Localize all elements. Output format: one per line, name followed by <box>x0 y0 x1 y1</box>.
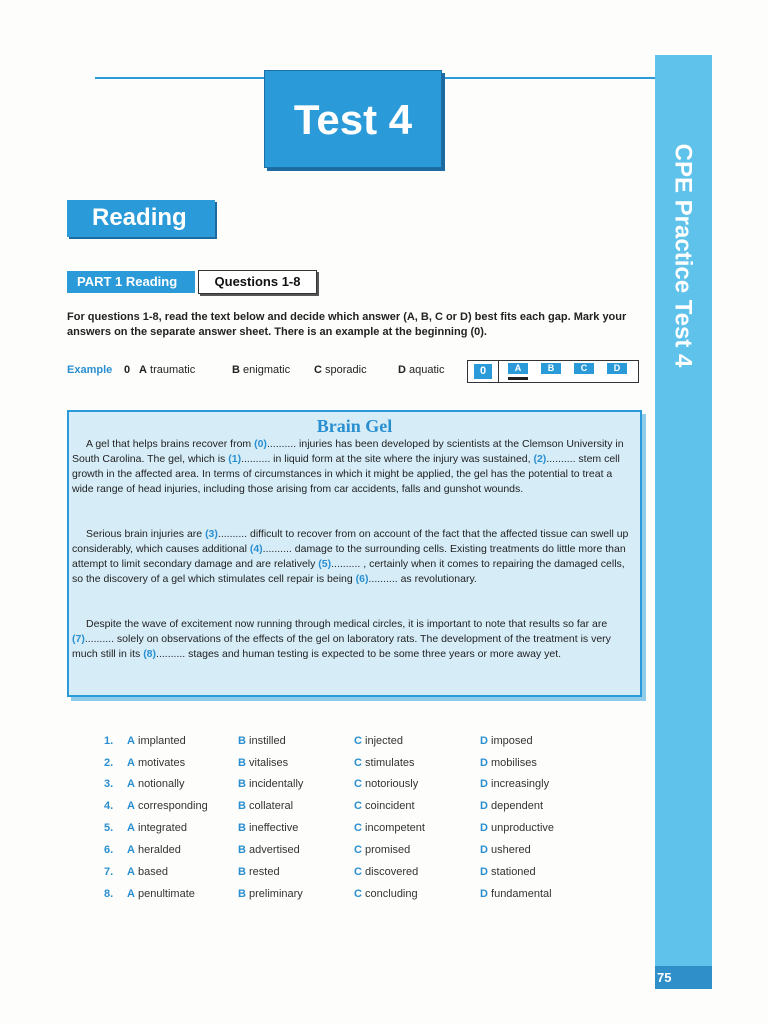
question-row: 3. <box>104 778 114 790</box>
question-row: 8. <box>104 888 114 900</box>
option-d: D fundamental <box>480 888 552 900</box>
option-b: B ineffective <box>238 822 299 834</box>
option-d: D unproductive <box>480 822 555 834</box>
text-title: Brain Gel <box>316 416 393 436</box>
option-b: B collateral <box>238 800 294 812</box>
question-row: 5. <box>104 822 114 834</box>
instructions: For questions 1-8, read the text below and decide which answer (A, B, C or D) best fits each gap. Mark your answers on the separate answer sheet. There is an example at the beginning (0). <box>67 311 627 338</box>
option-b: B instilled <box>238 735 286 747</box>
option-d: D increasingly <box>480 778 550 790</box>
answer-mark <box>508 377 528 380</box>
option-c: C concluding <box>354 888 418 900</box>
questions-label: Questions 1-8 <box>198 270 317 294</box>
option-b: B vitalises <box>238 757 289 769</box>
option-c: C stimulates <box>354 757 415 769</box>
option-b: B advertised <box>238 844 300 856</box>
section-title: Reading <box>92 204 187 231</box>
answer-cell-c: C <box>574 363 594 374</box>
paragraph-1: A gel that helps brains recover from (0).......... injuries has been developed by scientists at the Clemson University in South Carolina. The gel, which is (1).......... in liquid form at the site where the injury was sustained, (2).......... stem cell growth in the affected area. In terms of circumstances in which it might be applied, the gel has the potential to treat a wide range of head injuries, including those arising from car accidents, falls and gunshot wounds. <box>72 438 624 495</box>
option-d: D imposed <box>480 735 533 747</box>
answer-sheet-divider <box>498 360 499 383</box>
question-row: 7. <box>104 866 114 878</box>
option-b: B incidentally <box>238 778 304 790</box>
option-d: D ushered <box>480 844 531 856</box>
option-d: D dependent <box>480 800 544 812</box>
option-c: C notoriously <box>354 778 419 790</box>
paragraph-3: Despite the wave of excitement now running through medical circles, it is important to note that results so far are (7).......... solely on observations of the effects of the gel on laboratory rats. The development of the treatment is very much still in its (8).......... stages and human testing is expected to be some three years or more away yet. <box>72 618 611 660</box>
question-row: 4. <box>104 800 114 812</box>
option-a: A heralded <box>127 844 181 856</box>
answer-cell-a: A <box>508 363 528 374</box>
example-option-d: D aquatic <box>398 364 445 376</box>
option-d: D mobilises <box>480 757 537 769</box>
answer-cell-d: D <box>607 363 627 374</box>
option-c: C promised <box>354 844 411 856</box>
option-d: D stationed <box>480 866 536 878</box>
example-number: 0 <box>124 364 131 376</box>
option-b: B preliminary <box>238 888 303 900</box>
question-row: 6. <box>104 844 114 856</box>
option-b: B rested <box>238 866 280 878</box>
option-a: A notionally <box>127 778 185 790</box>
question-row: 1. <box>104 735 114 747</box>
option-a: A corresponding <box>127 800 208 812</box>
paragraph-2: Serious brain injuries are (3).......... difficult to recover from on account of the fact that the affected tissue can swell up considerably, which causes additional (4).......... damage to the surrounding cells. Existing treatments do little more than attempt to limit secondary damage and are relatively (5).......... , certainly when it comes to repairing the damaged cells, so the discovery of a gel which stimulates cell repair is being (6).......... as revolutionary. <box>72 528 629 585</box>
example-option-c: C sporadic <box>314 364 367 376</box>
option-a: A based <box>127 866 168 878</box>
option-a: A penultimate <box>127 888 195 900</box>
example-label: Example <box>67 364 113 376</box>
option-a: A integrated <box>127 822 187 834</box>
side-title: CPE Practice Test 4 <box>669 143 697 368</box>
test-title: Test 4 <box>293 96 413 143</box>
example-option-b: B enigmatic <box>232 364 291 376</box>
option-c: C incompetent <box>354 822 425 834</box>
answer-cell-b: B <box>541 363 561 374</box>
option-c: C discovered <box>354 866 419 878</box>
option-a: A implanted <box>127 735 186 747</box>
question-row: 2. <box>104 757 114 769</box>
option-c: C injected <box>354 735 403 747</box>
part-label: PART 1 Reading <box>67 271 195 293</box>
example-option-a: A traumatic <box>139 364 196 376</box>
option-c: C coincident <box>354 800 415 812</box>
option-a: A motivates <box>127 757 186 769</box>
page-number: 75 <box>655 966 712 989</box>
answer-sheet-number: 0 <box>474 364 492 379</box>
